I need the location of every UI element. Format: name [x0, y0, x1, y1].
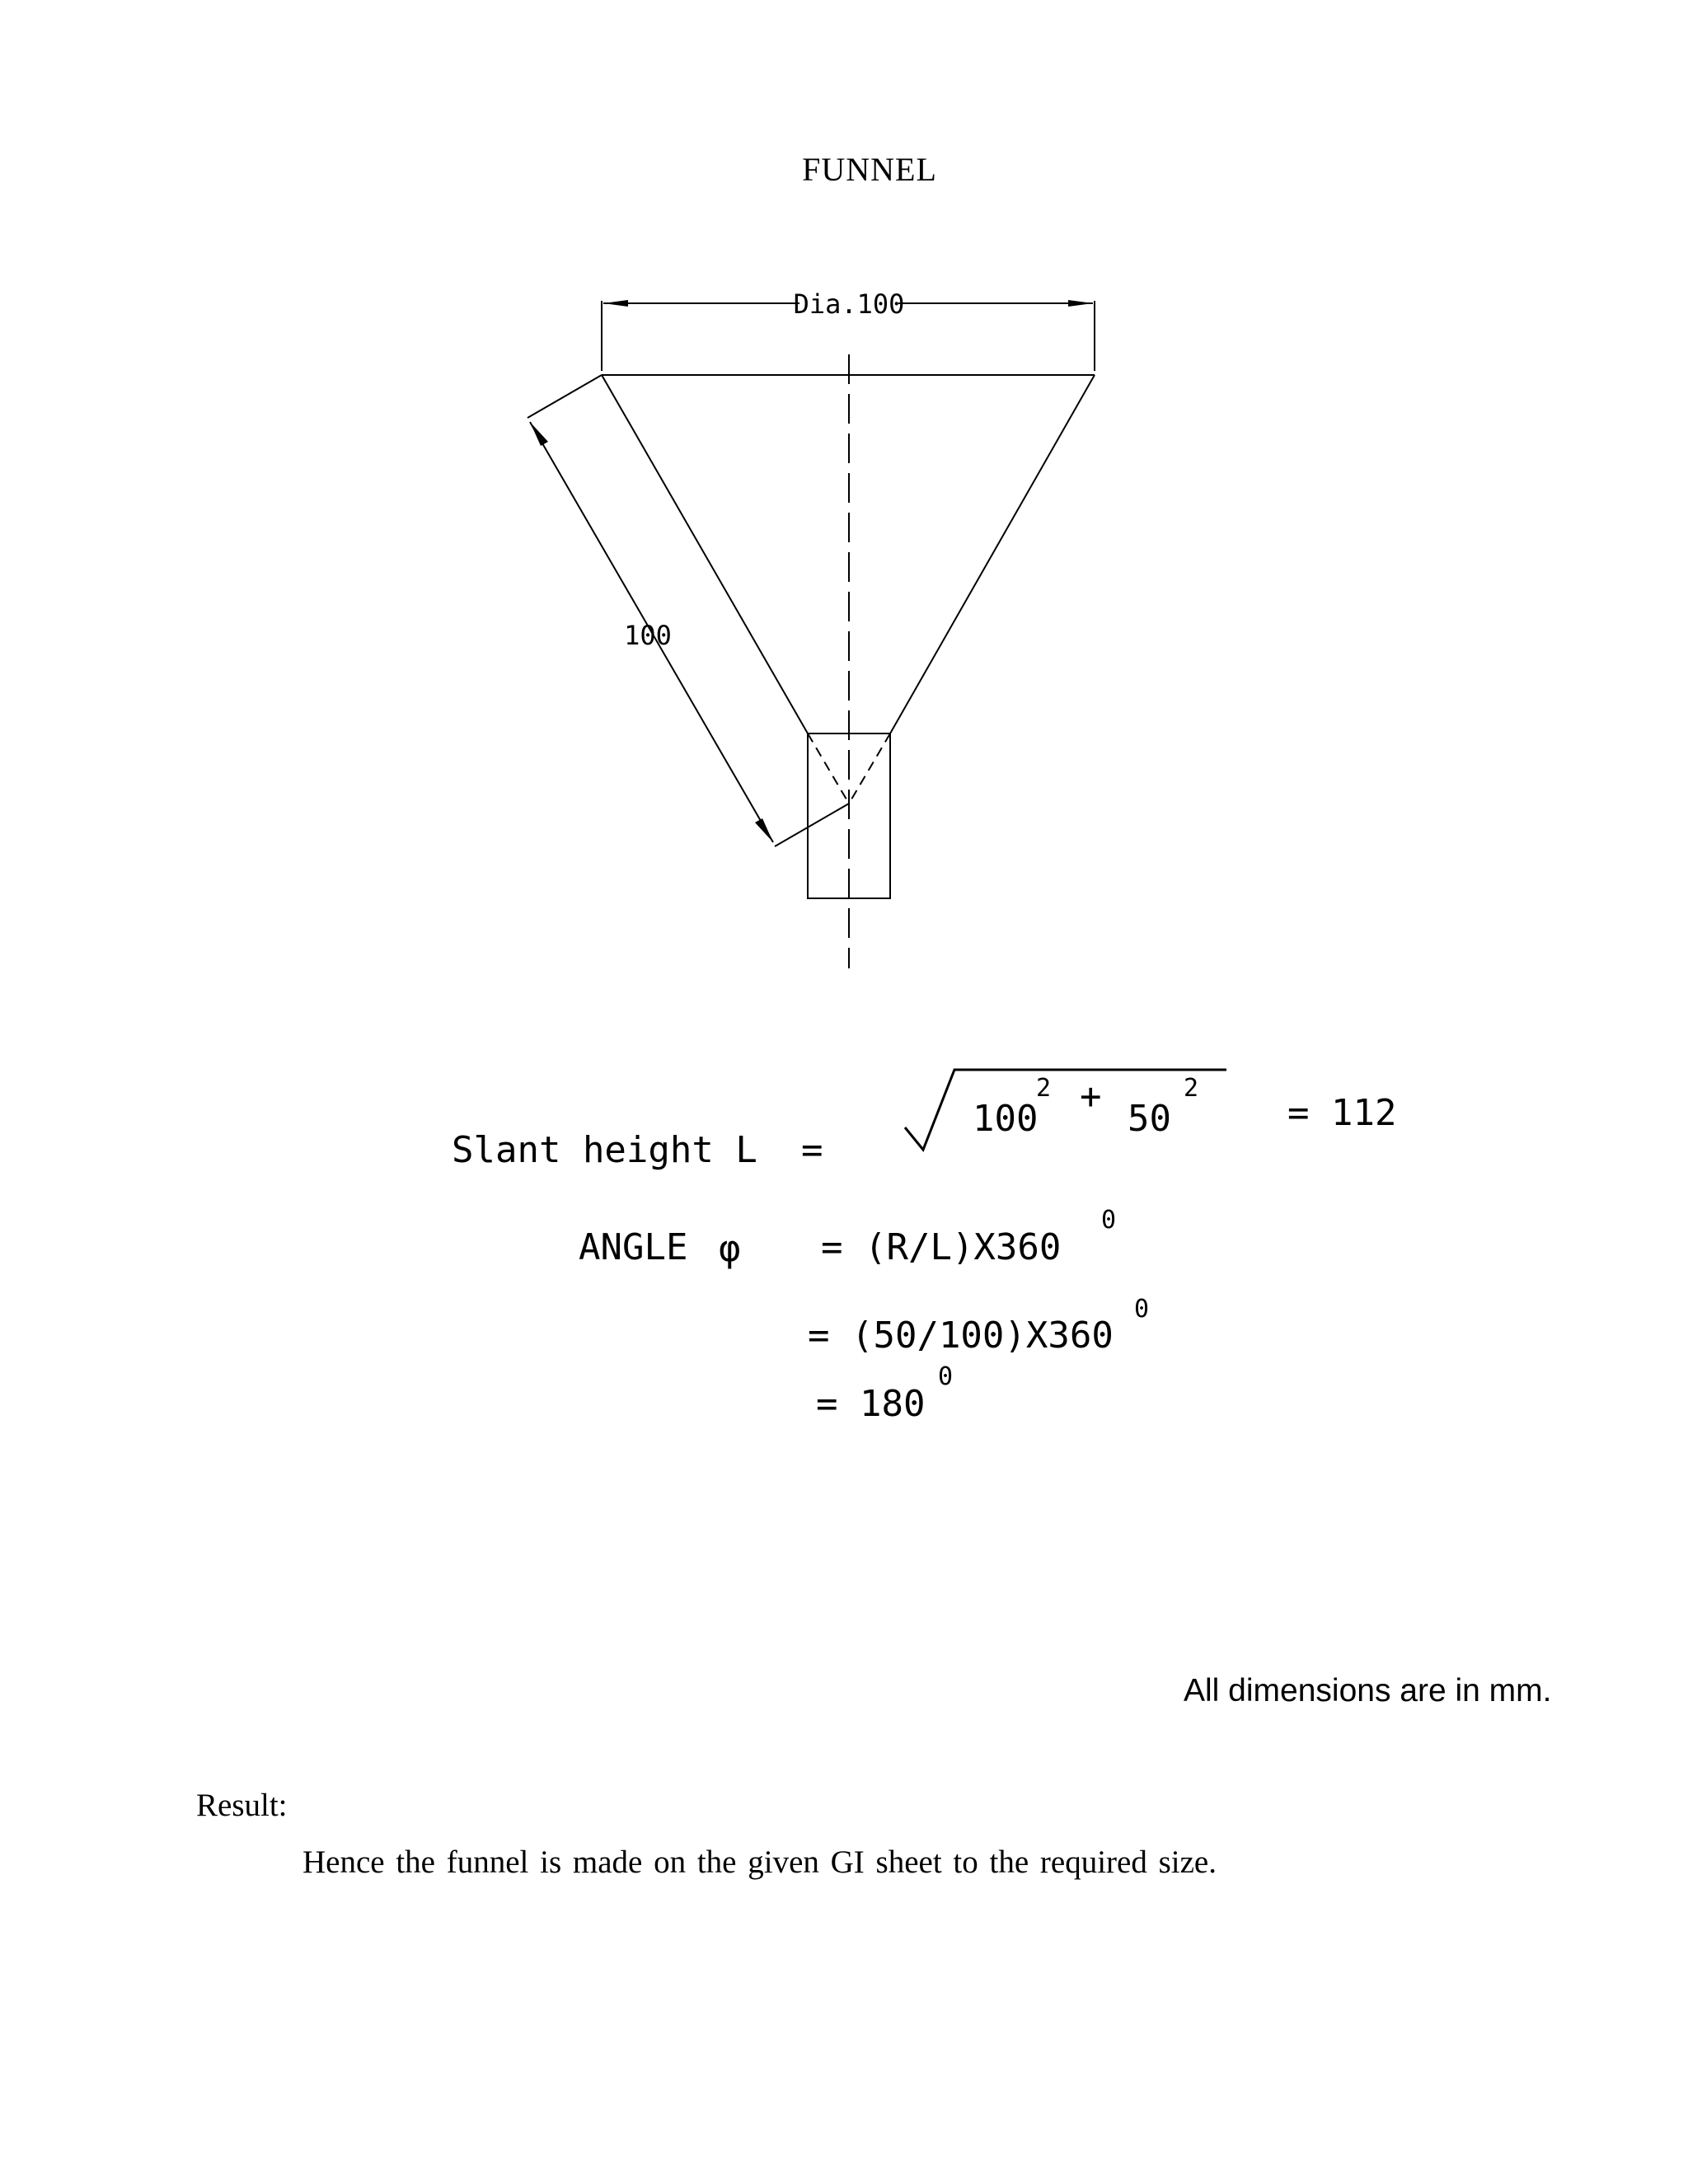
cone-hidden-right [849, 733, 890, 804]
result-text: Hence the funnel is made on the given GI sheet to the required size. [302, 1844, 1217, 1880]
dia-arrow-left [603, 300, 628, 307]
slant-result: = 112 [1287, 1092, 1397, 1134]
units-note: All dimensions are in mm. [1184, 1673, 1552, 1708]
angle-label: ANGLE [579, 1226, 688, 1268]
diameter-label: Dia.100 [793, 288, 905, 320]
sqrt-term-50-exponent: 2 [1184, 1074, 1199, 1103]
sqrt-symbol [905, 1070, 1226, 1150]
funnel-drawing [0, 0, 1688, 1030]
slant-dimension-label: 100 [624, 620, 672, 651]
funnel-right-side [890, 375, 1095, 733]
angle-formula: = (R/L)X360 [821, 1226, 1062, 1268]
slant-arrow-top [530, 422, 548, 446]
angle-formula-degree: 0 [1101, 1206, 1117, 1235]
phi-symbol: φ [719, 1228, 741, 1270]
result-label: Result: [196, 1788, 288, 1823]
angle-result: = 180 [816, 1383, 926, 1425]
cone-hidden-left [808, 733, 849, 804]
slant-extension-bottom [775, 804, 849, 846]
funnel-left-side [602, 375, 808, 733]
sqrt-term-100: 100 [973, 1098, 1039, 1140]
page-title: FUNNEL [802, 151, 937, 188]
equations [0, 1038, 1688, 1451]
slant-arrow-bottom [755, 818, 773, 842]
sqrt-term-100-exponent: 2 [1036, 1074, 1052, 1103]
angle-result-degree: 0 [938, 1362, 954, 1391]
angle-substitution-degree: 0 [1134, 1295, 1150, 1324]
slant-equals: = [801, 1129, 823, 1171]
sqrt-term-50: 50 [1128, 1098, 1171, 1140]
dia-arrow-right [1068, 300, 1093, 307]
slant-extension-top [528, 375, 602, 418]
angle-substitution: = (50/100)X360 [808, 1315, 1114, 1357]
sqrt-plus: + [1080, 1076, 1102, 1118]
slant-height-label: Slant height L [452, 1129, 757, 1171]
